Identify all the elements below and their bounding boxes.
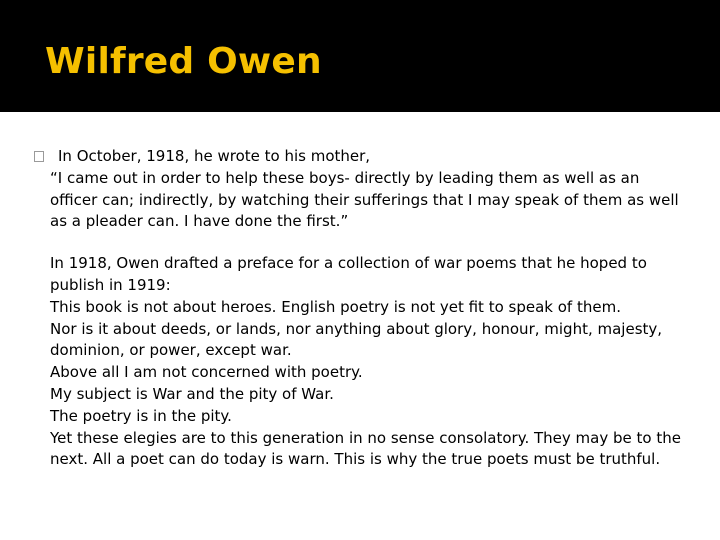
preface-line: My subject is War and the pity of War. [50, 384, 334, 403]
square-bullet-icon [34, 151, 44, 162]
preface-line: Yet these elegies are to this generation in no sense consolatory. They may be to the next. All a poet can do today is warn. This is why the true poets must be truthful. [50, 428, 681, 469]
letter-quote: “I came out in order to help these boys- directly by leading them as well as an officer can; indirectly, by watching their sufferings that I may speak of them as well as a pleader can. I have done the first.” [50, 168, 679, 231]
bullet-item [50, 146, 690, 168]
preface-line: Nor is it about deeds, or lands, nor anything about glory, honour, might, majesty, dominion, or power, except war. [50, 319, 663, 360]
title-bar [0, 0, 720, 112]
preface-intro: In 1918, Owen drafted a preface for a collection of war poems that he hoped to publish in 1919: [50, 254, 647, 294]
slide-body [50, 146, 690, 471]
paragraph-gap [50, 233, 690, 253]
preface-line: The poetry is in the pity. [50, 406, 232, 425]
preface-line: Above all I am not concerned with poetry. [50, 363, 363, 382]
preface-line: This book is not about heroes. English poetry is not yet fit to speak of them. [50, 297, 621, 316]
slide-title: Wilfred Owen [45, 41, 322, 82]
bullet-lead-text: In October, 1918, he wrote to his mother, [58, 147, 371, 165]
